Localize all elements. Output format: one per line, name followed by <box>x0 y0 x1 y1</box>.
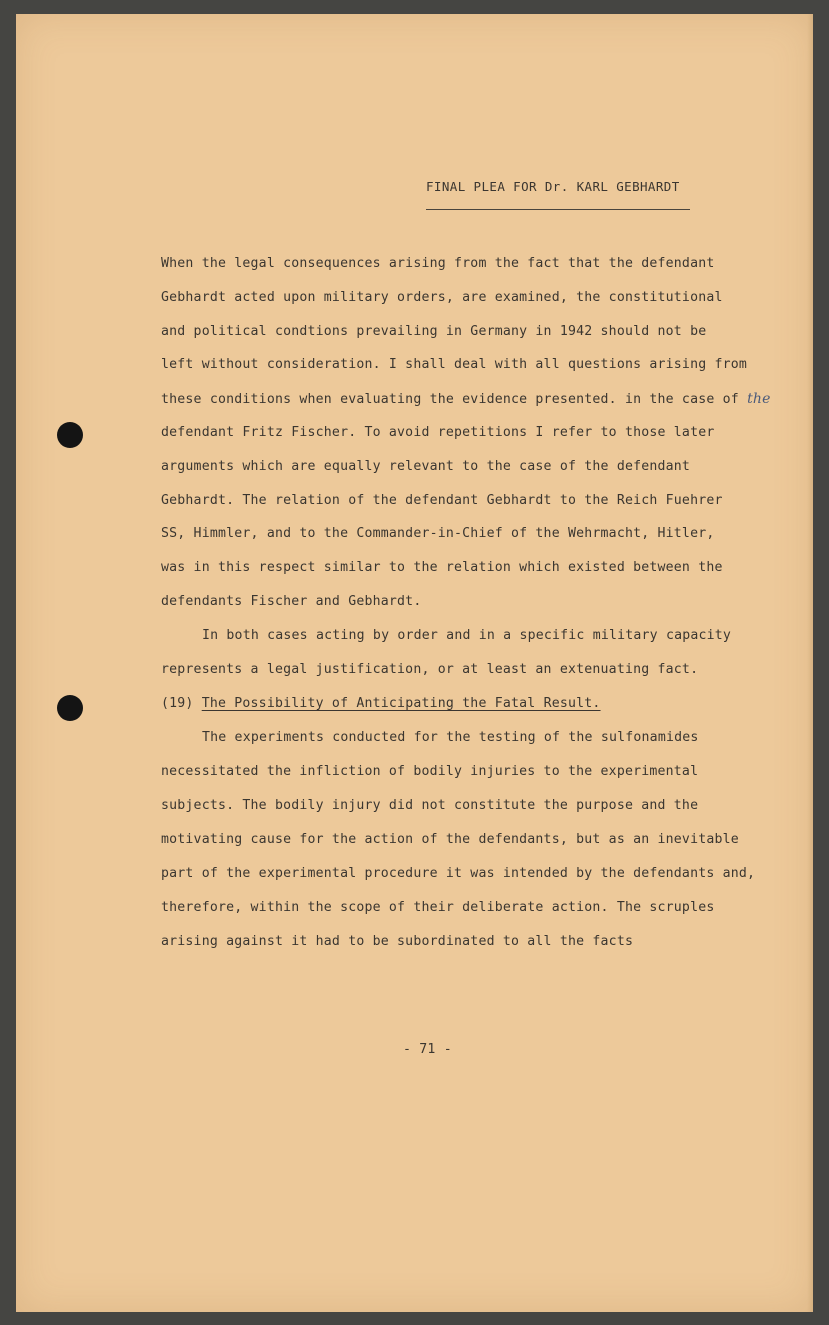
punch-hole-top <box>57 422 83 448</box>
paragraph1-line-text: these conditions when evaluating the evidence presented. in the case of <box>161 392 739 407</box>
paragraph1-line: arguments which are equally relevant to the case of the defendant <box>161 459 691 474</box>
paragraph3-line: The experiments conducted for the testing of the sulfonamides <box>202 730 699 745</box>
paragraph1-line: defendants Fischer and Gebhardt. <box>161 594 422 609</box>
section-title: The Possibility of Anticipating the Fatal Result. <box>201 696 601 711</box>
paragraph1-line: and political condtions prevailing in Germany in 1942 should not be <box>161 324 707 339</box>
paragraph3-line: necessitated the infliction of bodily injuries to the experimental <box>161 764 699 779</box>
paragraph1-line <box>161 391 771 407</box>
paragraph1-line: SS, Himmler, and to the Commander-in-Chief of the Wehrmacht, Hitler, <box>161 526 715 541</box>
paragraph1-line: defendant Fritz Fischer. To avoid repetitions I refer to those later <box>161 425 715 440</box>
section-heading <box>161 696 601 711</box>
paper-sheet <box>16 14 813 1312</box>
paragraph2-line: represents a legal justification, or at least an extenuating fact. <box>161 662 699 677</box>
document-heading: FINAL PLEA FOR Dr. KARL GEBHARDT <box>426 179 680 194</box>
punch-hole-bottom <box>57 695 83 721</box>
paragraph1-line: was in this respect similar to the relation which existed between the <box>161 560 723 575</box>
paragraph3-line: part of the experimental procedure it was intended by the defendants and, <box>161 866 756 881</box>
paragraph3-line: motivating cause for the action of the defendants, but as an inevitable <box>161 832 739 847</box>
paragraph3-line: arising against it had to be subordinated to all the facts <box>161 934 634 949</box>
paragraph3-line: subjects. The bodily injury did not constitute the purpose and the <box>161 798 699 813</box>
section-number: (19) <box>161 696 194 711</box>
paragraph2-line: In both cases acting by order and in a specific military capacity <box>202 628 732 643</box>
paragraph1-line: Gebhardt acted upon military orders, are examined, the constitutional <box>161 290 723 305</box>
page-number: - 71 - <box>403 1042 452 1057</box>
paragraph1-line: When the legal consequences arising from the fact that the defendant <box>161 256 715 271</box>
handwritten-insert: the <box>747 391 771 407</box>
paragraph1-line: left without consideration. I shall deal with all questions arising from <box>161 357 748 372</box>
paragraph3-line: therefore, within the scope of their deliberate action. The scruples <box>161 900 715 915</box>
heading-underline <box>426 209 690 210</box>
paragraph1-line: Gebhardt. The relation of the defendant Gebhardt to the Reich Fuehrer <box>161 493 723 508</box>
